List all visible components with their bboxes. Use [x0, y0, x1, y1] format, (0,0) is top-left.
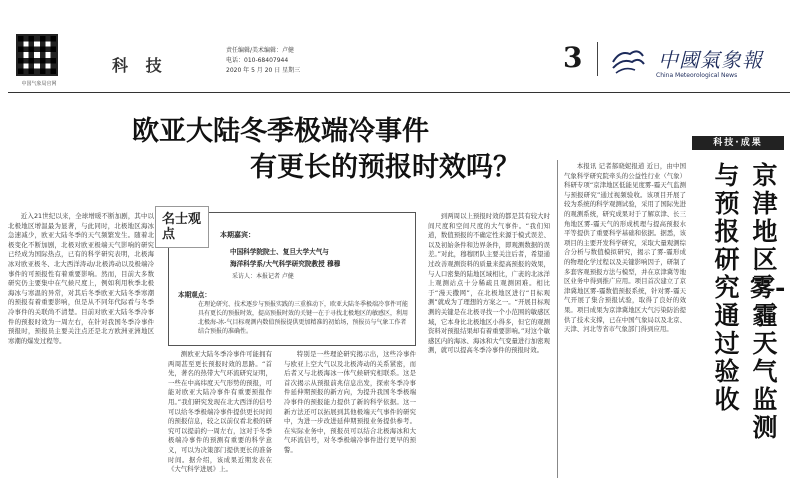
column-divider — [557, 160, 558, 478]
right-article-body — [564, 162, 686, 476]
right-title-col-1: 京津地区雾-霾天气监测 — [750, 161, 786, 442]
column-3-text: 特别是一些理论研究揭示出，这些冷事件与欧亚上空大气以及北极涛动的关系紧密，而后者又与北极海冰一体气候研究相联系。这是首次揭示从预报前兆信息出发，探索冬季冷事件延伸期预报的新方向，为提升我国冬季极端冷事件的预报能力提供了新的科学依据。这一新方法还可以拓展到其他极端天气事件的研究中，为进一步改进延伸期预报业务提供参考。在实际业务中，预报员可以结合北极海冰和大气环流信号，对冬季极端冷事件进行更早的预警。 — [284, 350, 416, 454]
article-headline — [132, 114, 520, 186]
section-name: 科 技 — [112, 56, 168, 75]
headline-line-2: 有更长的预报时效吗？ — [250, 152, 520, 183]
article-column-1 — [8, 212, 154, 474]
column-1-text: 近入21世纪以来，全球增暖不断加剧，其中以北极地区增温最为显著，与此同时，北极地区海冰急速减少，欧亚大陆冬季的天气频繁发生。随着北极变化不断加剧，北极对欧亚极端天气影响的研究已经成为国际热点，已有的科学研究表明，北极海冰对欧亚极冬、北大西洋涛动/北极涛动以及极端冷事件的可预报性有着重要影响。然而，目前大多数研究仍主要集中在气候尺度上，例如利用秋季北极海冰与寒温的异常，对其后冬季欧亚大陆冬季寒潮的预报有着重要影响，但是从不同年代际看与冬季冷事件的关联尚不清楚。目前对欧亚大陆冬季冷事件的预报时效为一周左右，在针对我国冬季冷事件预报时，预报员主要关注点还是北方欧洲亚洲地区寒潮的爆发过程等。 — [8, 212, 154, 345]
newspaper-logo: 中國氣象報 — [658, 48, 763, 72]
header-rule — [8, 92, 790, 93]
guest-line-2: 海洋科学系/大气科学研究院教授 穆穆 — [230, 260, 341, 268]
featured-guest-badge: 名士观点 — [155, 206, 209, 248]
header-divider — [597, 42, 598, 76]
right-title-col-2: 与预报研究通过验收 — [714, 161, 740, 414]
viewpoint-label: 本期观点： — [178, 291, 211, 299]
column-4-text: 到两周以上预报时效的都是其有较大时间尺度和空间尺度的大气事件。“我们知道，数值预报的不确定性来源于模式误差、以及初始条件和边界条件，即观测数据的误差。”对此，穆穆团队主要关注后者，希望通过改善观测资料的质量来提高预报的效果，与人口密集的陆地区域相比，广袤的北冰洋上观测站点十分稀疏且观测困难。相比于“漫天撒网”，在北极地区进行“目标观测”就成为了理想的方案之一。“开展目标观测的关键是在北极寻找一个小范围的敏感区域，它本身比北极地区小得多，但它的观测资料对预报结果却有着重要影响。”对这个敏感区内的海冰、海冰和大气变量进行加密观测，就可以提高冬季冷事件的预报时效。 — [428, 212, 550, 355]
editor-info — [226, 46, 300, 76]
date-line: 2020 年 5 月 20 日 星期三 — [226, 67, 301, 74]
article-column-3 — [284, 350, 416, 474]
cloud-logo-icon — [610, 44, 646, 76]
guest-credentials — [230, 246, 340, 270]
section-kicker: 科技·成果 — [692, 136, 784, 150]
guest-line-1: 中国科学院院士、复旦大学大气与 — [230, 248, 329, 256]
interviewer-line: 采访人：本报记者 卢健 — [232, 273, 294, 280]
newspaper-logo-en: China Meteorological News — [656, 72, 738, 79]
qr-code-icon — [16, 34, 58, 76]
phone-line: 电话：010-68407944 — [226, 57, 289, 64]
masthead — [0, 0, 798, 96]
viewpoint-text: 在理论研究、技术逐步与预报实践的三重推动下，欧亚大陆冬季极端冷事件可能具有更长的预报时效，提高预报时效的关键一在于寻找北极地区的敏感区，利用北极海-冰-气目标观测内数值预报提供更加精准的初始场，预报员与气象工作者结合预报的准确性。 — [198, 301, 409, 335]
column-2-text: 测欧亚大陆冬季冷事件可能拥有两周甚至更长预报时效的思路。“首先，著名的热带大气环流研究证明，一些在中高纬度天气形势的预报，可能对欧亚大陆冷事件有重要预报作用。”我们研究发现在北大西洋的信号可以给冬季极端冷事件提供更长时间的预报信息，较之以前仅看北极的研究可以提前约一周左右，这对于冬季极端冷事件的预测有重要的科学意义，可以为决策部门提供更长的准备时间。据介绍，该成果近期发表在《大气科学进展》上。 — [168, 350, 272, 474]
headline-line-1: 欧亚大陆冬季极端冷事件 — [132, 116, 429, 147]
editor-line: 责任编辑/美术编辑：卢健 — [226, 47, 295, 54]
article-column-4 — [428, 212, 550, 474]
guest-label: 本期嘉宾： — [220, 231, 255, 239]
article-column-2 — [168, 350, 272, 474]
page-number: 3 — [563, 41, 583, 74]
qr-caption: 中国气象局官网 — [21, 81, 57, 87]
right-article-text: 本报讯 记者郝晓妮报道 近日，由中国气象科学研究院牵头的公益性行业（气象）科研专项“京津地区低能见度雾-霾天气监测与预报研究”通过视频验收。该项目开展了较为系统的科学观测试验，采用了国际先进的观测系统，研究成果对于了解京津、长三角地区雾-霾天气的形成机理与提高预报水平等提供了重要科学基础和依据。据悉，该项目的主要开发科学研究，采取大量观测综合分析与数值模拟研究，揭示了雾-霾形成的物理化学过程以及关键影响因子，研制了多套客观预报方法与模型，并在京津冀等地区业务中得到推广应用。项目首次建立了京津冀地区雾-霾数值预报系统，针对雾-霾天气开展了集合预报试验，取得了良好的效果。项目成果为京津冀地区大气污染防治提供了技术支撑，已在中国气象局以及北京、天津、河北等省市气象部门得到应用。 — [564, 162, 686, 334]
